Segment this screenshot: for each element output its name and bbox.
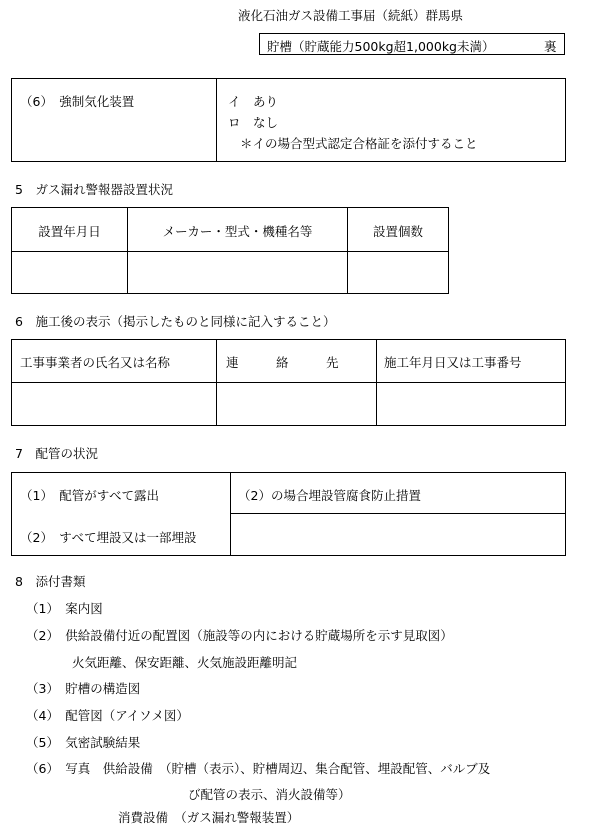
gas-alarm-table bbox=[11, 207, 449, 294]
section8-title: 8 添付書類 bbox=[15, 574, 86, 589]
table-col-divider bbox=[216, 340, 217, 425]
section6-title: 6 施工後の表示（掲示したものと同様に記入すること） bbox=[15, 314, 336, 329]
table-col-divider bbox=[230, 473, 231, 555]
page-side-label: 裏 bbox=[544, 39, 557, 54]
post-construction-display-table bbox=[11, 339, 566, 426]
document-title: 液化石油ガス設備工事届（続紙）群馬県 bbox=[238, 8, 464, 23]
piping-item-exposed: （1） 配管がすべて露出 bbox=[20, 488, 159, 503]
list-item: （4） 配管図（アイソメ図） bbox=[26, 708, 189, 723]
list-item: 消費設備 （ガス漏れ警報装置） bbox=[118, 810, 300, 825]
list-item: 火気距離、保安距離、火気施設距離明記 bbox=[72, 655, 298, 670]
table-row-divider bbox=[230, 513, 565, 514]
tank-capacity-box bbox=[259, 33, 565, 55]
section7-title: 7 配管の状況 bbox=[15, 446, 98, 461]
list-item: （5） 気密試験結果 bbox=[26, 735, 141, 750]
header-maker-model: メーカー・型式・機種名等 bbox=[162, 224, 313, 239]
vaporizer-note: ＊イの場合型式認定合格証を添付すること bbox=[240, 136, 478, 151]
header-install-date: 設置年月日 bbox=[38, 224, 101, 239]
list-item: （3） 貯槽の構造図 bbox=[26, 681, 141, 696]
vaporizer-option-no: ロ なし bbox=[228, 115, 279, 130]
header-install-count: 設置個数 bbox=[372, 224, 423, 239]
table-row-divider bbox=[12, 382, 565, 383]
list-item: （1） 案内図 bbox=[26, 601, 103, 616]
vaporizer-option-yes: イ あり bbox=[228, 94, 279, 109]
table-row-divider bbox=[12, 251, 448, 252]
vaporizer-table bbox=[11, 78, 566, 162]
piping-item-buried: （2） すべて埋設又は一部埋設 bbox=[20, 530, 197, 545]
table-col-divider bbox=[376, 340, 377, 425]
tank-capacity-label: 貯槽（貯蔵能力500kg超1,000kg未満） bbox=[267, 39, 495, 54]
piping-status-table bbox=[11, 472, 566, 556]
table-divider bbox=[216, 79, 217, 161]
header-construction-date: 施工年月日又は工事番号 bbox=[384, 355, 522, 370]
header-contractor-name: 工事事業者の氏名又は名称 bbox=[20, 355, 171, 370]
vaporizer-label: （6） 強制気化装置 bbox=[20, 94, 135, 109]
corrosion-protection-header: （2）の場合埋設管腐食防止措置 bbox=[238, 488, 421, 503]
list-item: （2） 供給設備付近の配置図（施設等の内における貯蔵場所を示す見取図） bbox=[26, 628, 453, 643]
list-item: び配管の表示、消火設備等） bbox=[188, 787, 351, 802]
list-item: （6） 写真 供給設備 （貯槽（表示）、貯槽周辺、集合配管、埋設配管、バルブ及 bbox=[26, 761, 491, 776]
section5-title: 5 ガス漏れ警報器設置状況 bbox=[15, 182, 173, 197]
table-col-divider bbox=[127, 208, 128, 293]
header-contact: 連 絡 先 bbox=[226, 355, 339, 370]
table-col-divider bbox=[347, 208, 348, 293]
